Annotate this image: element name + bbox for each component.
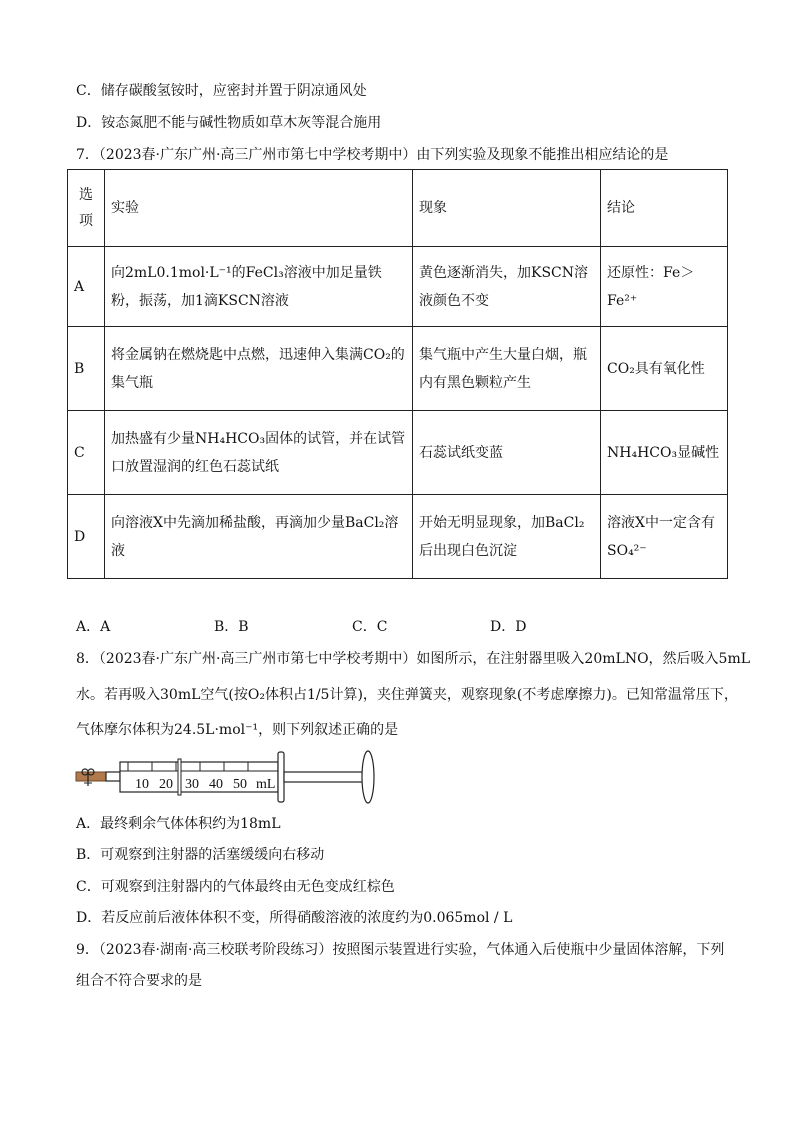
table-row xyxy=(68,247,728,327)
q8-option-a: A．最终剩余气体体积约为18mL xyxy=(76,816,281,832)
header-conclusion: 结论 xyxy=(601,170,728,247)
q7-option-c: C．C xyxy=(352,619,388,635)
row-experiment: 加热盛有少量NH₄HCO₃固体的试管，并在试管口放置湿润的红色石蕊试纸 xyxy=(105,411,413,495)
syringe-unit-label: mL xyxy=(256,777,276,792)
q8-stem-line-2: 水。若再吸入30mL空气(按O₂体积占1/5计算)，夹住弹簧夹，观察现象(不考虑摩擦力)。已知常温常压下， xyxy=(76,687,738,703)
q8-option-c: C．可观察到注射器内的气体最终由无色变成红棕色 xyxy=(76,879,395,895)
q8-option-d: D．若反应前后液体体积不变，所得硝酸溶液的浓度约为0.065mol / L xyxy=(76,910,513,926)
q7-stem: 7．（2023春·广东广州·高三广州市第七中学校考期中）由下列实验及现象不能推出相应结论的是 xyxy=(76,147,669,163)
row-phenomenon: 集气瓶中产生大量白烟，瓶内有黑色颗粒产生 xyxy=(413,327,601,411)
tick-label-10: 10 xyxy=(135,777,149,792)
tick-label-40: 40 xyxy=(209,777,223,792)
row-option: A xyxy=(68,247,105,327)
row-experiment: 向2mL0.1mol·L⁻¹的FeCl₃溶液中加足量铁粉，振荡，加1滴KSCN溶液 xyxy=(105,247,413,327)
row-option: B xyxy=(68,327,105,411)
header-experiment: 实验 xyxy=(105,170,413,247)
row-phenomenon: 开始无明显现象，加BaCl₂后出现白色沉淀 xyxy=(413,495,601,579)
table-row xyxy=(68,327,728,411)
syringe-nozzle xyxy=(106,772,120,781)
q8-stem-line-1: 8．（2023春·广东广州·高三广州市第七中学校考期中）如图所示，在注射器里吸入20mLNO，然后吸入5mL xyxy=(76,651,751,667)
header-phenomenon: 现象 xyxy=(413,170,601,247)
q9-stem-line-2: 组合不符合要求的是 xyxy=(76,973,202,989)
spring-clamp-icon xyxy=(76,769,106,786)
syringe-diagram xyxy=(70,750,380,806)
table-row xyxy=(68,411,728,495)
tick-label-20: 20 xyxy=(159,777,173,792)
table-row xyxy=(68,495,728,579)
q8-stem-line-3: 气体摩尔体积为24.5L·mol⁻¹，则下列叙述正确的是 xyxy=(76,722,399,738)
prev-option-d: D．铵态氮肥不能与碱性物质如草木灰等混合施用 xyxy=(76,115,382,131)
plunger-piston xyxy=(178,759,181,795)
row-phenomenon: 石蕊试纸变蓝 xyxy=(413,411,601,495)
prev-option-c: C．储存碳酸氢铵时，应密封并置于阴凉通风处 xyxy=(76,83,367,99)
plunger-rod xyxy=(284,772,364,782)
q7-table xyxy=(67,169,728,579)
row-experiment: 向溶液X中先滴加稀盐酸，再滴加少量BaCl₂溶液 xyxy=(105,495,413,579)
row-option: C xyxy=(68,411,105,495)
row-phenomenon: 黄色逐渐消失，加KSCN溶液颜色不变 xyxy=(413,247,601,327)
q8-option-b: B．可观察到注射器的活塞缓缓向右移动 xyxy=(76,847,325,863)
header-option: 选项 xyxy=(68,170,105,247)
table-header-row xyxy=(68,170,728,247)
q9-stem-line-1: 9．（2023春·湖南·高三校联考阶段练习）按照图示装置进行实验，气体通入后使瓶中少量固体溶解，下列 xyxy=(76,942,725,958)
row-conclusion: 还原性：Fe＞Fe²⁺ xyxy=(601,247,728,327)
q7-option-d: D．D xyxy=(490,619,527,635)
row-option: D xyxy=(68,495,105,579)
row-conclusion: 溶液X中一定含有SO₄²⁻ xyxy=(601,495,728,579)
row-experiment: 将金属钠在燃烧匙中点燃，迅速伸入集满CO₂的集气瓶 xyxy=(105,327,413,411)
barrel-flange xyxy=(278,752,284,802)
row-conclusion: NH₄HCO₃显碱性 xyxy=(601,411,728,495)
plunger-thumb-rest xyxy=(362,751,374,803)
tick-label-30: 30 xyxy=(185,777,199,792)
q7-option-b: B．B xyxy=(214,619,249,635)
row-conclusion: CO₂具有氧化性 xyxy=(601,327,728,411)
tick-label-50: 50 xyxy=(233,777,247,792)
q7-option-a: A．A xyxy=(76,619,111,635)
